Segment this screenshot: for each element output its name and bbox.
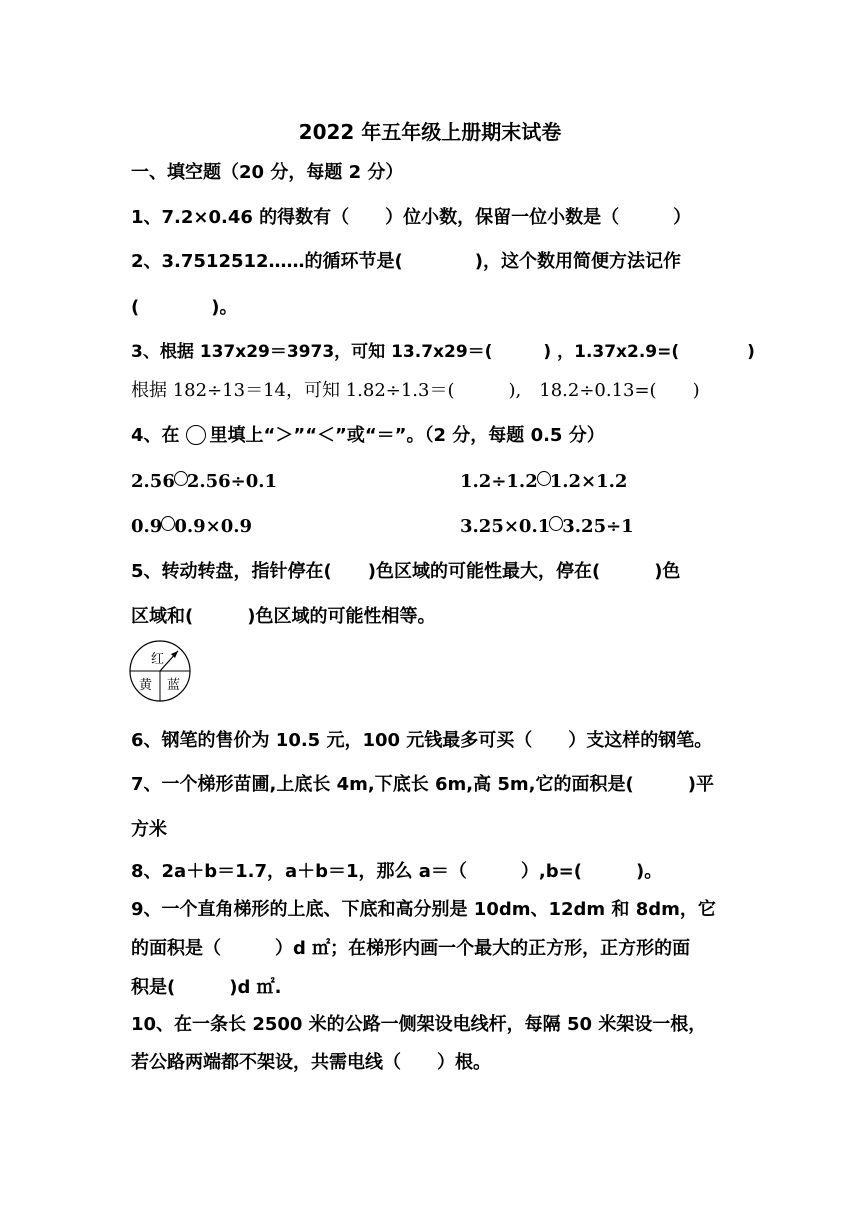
question-10-line-1: 10、在一条长 2500 米的公路一侧架设电线杆，每隔 50 米架设一根， <box>131 1014 707 1035</box>
question-9-line-3: 积是( )d ㎡. <box>131 977 282 998</box>
question-3-line-2: 根据 182÷13＝14，可知 1.82÷1.3＝( ), 18.2÷0.13=( ) <box>131 380 700 401</box>
question-4-prefix: 4、在 <box>131 425 180 446</box>
question-2-line-2: ( )。 <box>131 297 238 318</box>
exam-title: 2022 年五年级上册期末试卷 <box>298 120 562 144</box>
question-9-line-1: 9、一个直角梯形的上底、下底和高分别是 10dm、12dm 和 8dm，它 <box>131 899 716 920</box>
question-2-line-1: 2、3.7512512……的循环节是( )，这个数用简便方法记作 <box>131 251 682 272</box>
spinner-label-yellow: 黄 <box>139 678 153 693</box>
question-5-line-2: 区域和( )色区域的可能性相等。 <box>131 606 436 627</box>
compare-b <box>460 470 627 494</box>
spinner-label-red: 红 <box>151 652 165 667</box>
question-5-line-1: 5、转动转盘，指针停在( )色区域的可能性最大，停在( )色 <box>131 561 681 582</box>
compare-a-right: 2.56÷0.1 <box>186 471 278 492</box>
compare-row-1 <box>131 470 628 494</box>
compare-a-left: 2.56 <box>131 471 175 492</box>
compare-c-right: 0.9×0.9 <box>174 516 253 537</box>
question-8: 8、2a＋b＝1.7，a＋b＝1，那么 a＝（ ）,b=( )。 <box>131 861 663 882</box>
compare-c-left: 0.9 <box>131 516 163 537</box>
compare-d-right: 3.25÷1 <box>562 516 634 537</box>
compare-circle-icon <box>537 471 551 486</box>
question-1: 1、7.2×0.46 的得数有（ ）位小数，保留一位小数是（ ） <box>131 207 692 228</box>
compare-d-left: 3.25×0.1 <box>460 516 551 537</box>
spinner-label-blue: 蓝 <box>167 678 181 693</box>
compare-b-right: 1.2×1.2 <box>549 471 628 492</box>
compare-b-left: 1.2÷1.2 <box>460 471 538 492</box>
question-4-suffix: 里填上“＞”“＜”或“＝”。（2 分，每题 0.5 分） <box>209 425 605 446</box>
question-3-line-1: 3、根据 137x29＝3973，可知 13.7x29＝( ) ，1.37x2.9=( ) <box>131 342 755 362</box>
compare-row-2 <box>131 515 634 539</box>
spinner-diagram <box>129 640 195 702</box>
compare-circle-icon <box>174 471 188 486</box>
blank-circle-icon <box>186 425 206 445</box>
question-9-line-2: 的面积是（ ）d ㎡；在梯形内画一个最大的正方形，正方形的面 <box>131 938 691 959</box>
question-4-instruction <box>131 424 605 448</box>
compare-d <box>460 515 634 539</box>
question-10-line-2: 若公路两端都不架设，共需电线（ ）根。 <box>131 1052 491 1073</box>
section-heading: 一、填空题（20 分，每题 2 分） <box>131 162 404 183</box>
question-6: 6、钢笔的售价为 10.5 元，100 元钱最多可买（ ）支这样的钢笔。 <box>131 730 713 751</box>
question-7-line-2: 方米 <box>131 819 167 840</box>
question-7-line-1: 7、一个梯形苗圃,上底长 4m,下底长 6m,高 5m,它的面积是( )平 <box>131 774 714 795</box>
